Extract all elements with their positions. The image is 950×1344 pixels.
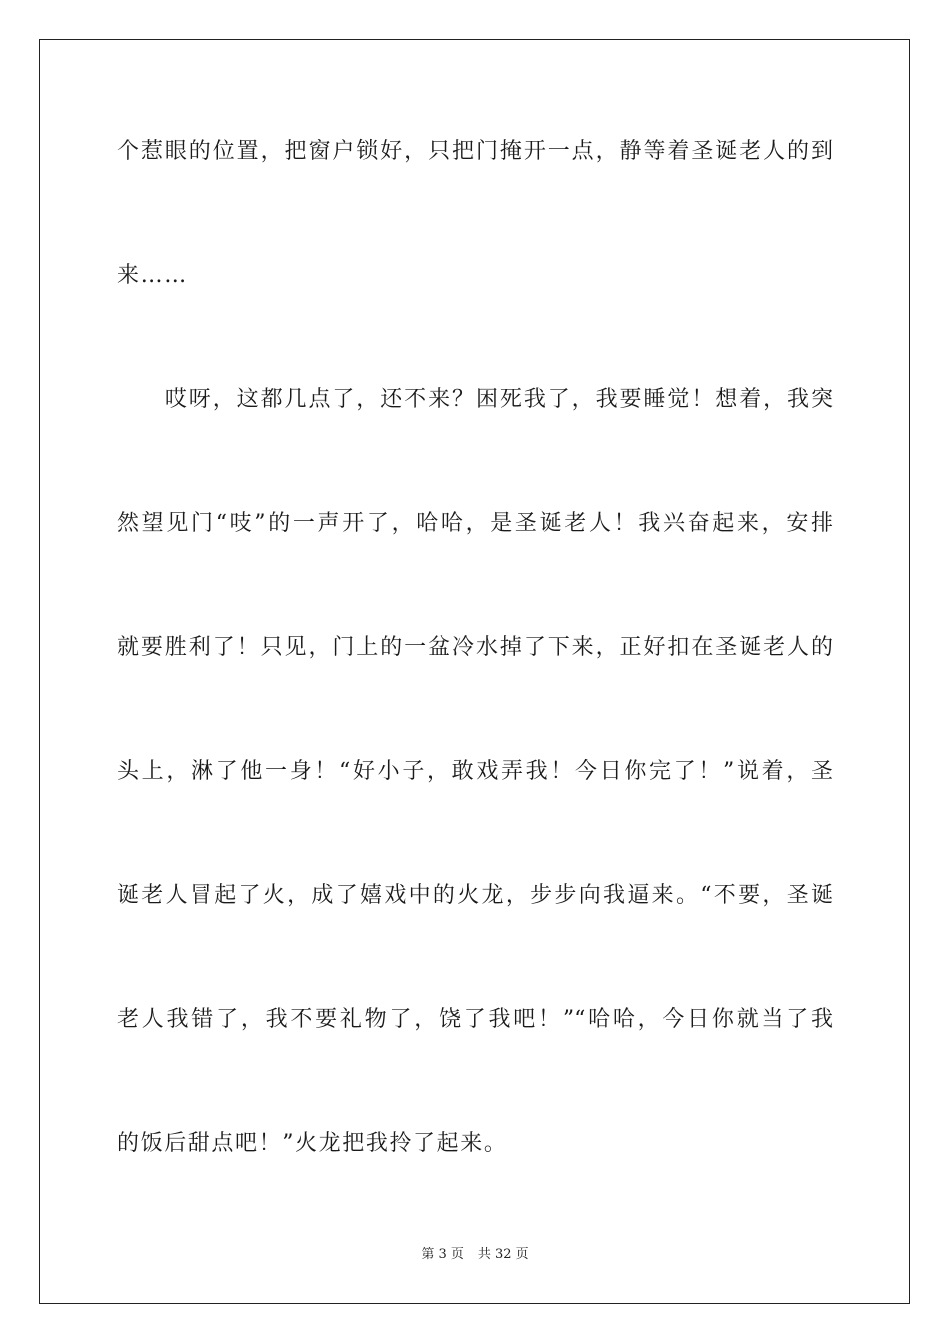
text-line: 个惹眼的位置，把窗户锁好，只把门掩开一点，静等着圣诞老人的到 <box>117 139 833 164</box>
text-line: 诞老人冒起了火，成了嬉戏中的火龙，步步向我逼来。“不要，圣诞 <box>117 883 833 908</box>
text-line: 来…… <box>117 263 188 288</box>
text-line: 的饭后甜点吧！”火龙把我拎了起来。 <box>117 1131 508 1156</box>
page-border <box>39 39 910 1304</box>
text-line: 然望见门“吱”的一声开了，哈哈，是圣诞老人！我兴奋起来，安排 <box>117 511 833 536</box>
page-total: 共 32 页 <box>477 1247 529 1262</box>
text-line: 老人我错了，我不要礼物了，饶了我吧！”“哈哈，今日你就当了我 <box>117 1007 833 1032</box>
page-footer <box>0 1246 950 1264</box>
text-line: 就要胜利了！只见，门上的一盆冷水掉了下来，正好扣在圣诞老人的 <box>117 635 833 660</box>
text-line: 头上，淋了他一身！“好小子，敢戏弄我！今日你完了！”说着，圣 <box>117 759 833 784</box>
page-number: 第 3 页 <box>421 1247 464 1262</box>
text-line: 哎呀，这都几点了，还不来？困死我了，我要睡觉！想着，我突 <box>117 387 833 412</box>
